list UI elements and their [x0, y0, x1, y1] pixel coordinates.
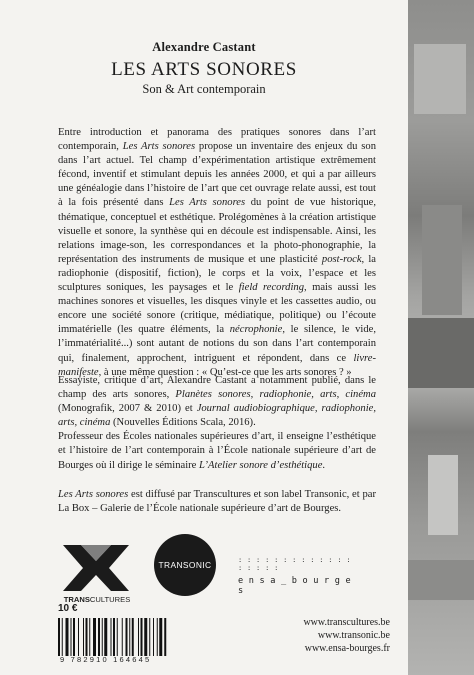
distribution-paragraph: Les Arts sonores est diffusé par Transcultures et son label Transonic, et par La Box – Galerie de l’École nationale supérieure d’art de Bourges.: [58, 489, 376, 515]
book-title: LES ARTS SONORES: [111, 59, 297, 80]
author-bio-paragraph: Essayiste, critique d’art, Alexandre Castant a notamment publié, dans le champ des arts sonores, Planètes sonores, radiophonie, arts, cinéma (Monografik, 2007 & 2010) et Journal audiobiographique, radiophonie, arts, cinéma (Nouvelles Éditions Scala, 2016). Professeur des Écoles nationales supérieures d’art, il enseigne l’esthétique et l’histoire de l’art contemporain à l’École nationale supérieure d’art de Bourges où il dirige le séminaire L’Atelier sonore d’esthétique.: [58, 375, 376, 471]
url-transcultures[interactable]: www.transcultures.be: [303, 617, 390, 628]
cover-photo-strip: [408, 0, 474, 675]
ensa-bourges-logo-icon: [238, 556, 358, 596]
book-subtitle: Son & Art contemporain: [142, 82, 266, 96]
transonic-label: TRANSONIC: [158, 560, 212, 570]
url-ensa-bourges[interactable]: www.ensa-bourges.fr: [304, 643, 390, 654]
transcultures-label: TRANSCULTURES: [63, 595, 131, 604]
transonic-logo-icon: [154, 534, 216, 596]
url-transonic[interactable]: www.transonic.be: [317, 630, 390, 641]
price: 10 €: [58, 603, 78, 614]
ensa-label: e n s a _ b o u r g e s: [238, 576, 351, 596]
book-author: Alexandre Castant: [152, 40, 256, 54]
url-list: [250, 616, 390, 655]
ensa-dots: : : : : : : : : : : : : : : : : : :: [238, 556, 351, 572]
barcode-icon: [56, 618, 196, 656]
transcultures-logo-icon: [63, 545, 131, 604]
blurb-paragraph: Entre introduction et panorama des pratiques sonores dans l’art contemporain, Les Arts sonores propose un inventaire des enjeux du son dans l’art actuel. Tel champ d’expérimentation artistique extrêmement fécond, inventif et stimulant depuis les années 2000, et qui a par ailleurs une généalogie dans l’histoire de l’art que cet ouvrage relate aussi, est tout à la fois présenté dans Les Arts sonores du point de vue historique, thématique, conceptuel et esthétique. Prolégomènes à la création artistique visuelle et sonore, la synthèse qui en découle est indispensable. Ainsi, les relations image-son, les correspondances et la photo-phonographie, la représentation des instruments de musique et une plasticité post-rock, la radiophonie (dispositif, fiction), le corps et la voix, l’espace et les sculptures soniques, les paysages et le field recording, mais aussi les machines sonores et visuelles, les disques vinyle et les cassettes audio, ou encore une société sonore (critique, médiatique, politique) ou l’écoute immatérielle (les quatre éléments, la nécrophonie, le silence, le vide, l’immatérialité...) sont autant de notions du son dans l’art contemporain qui, finalement, approchent, intriguent et répondent, dans ce livre-manifeste, à une même question : « Qu’est-ce que les arts sonores ? »: [58, 127, 376, 378]
barcode-number: 9 782910 164645: [60, 655, 152, 664]
